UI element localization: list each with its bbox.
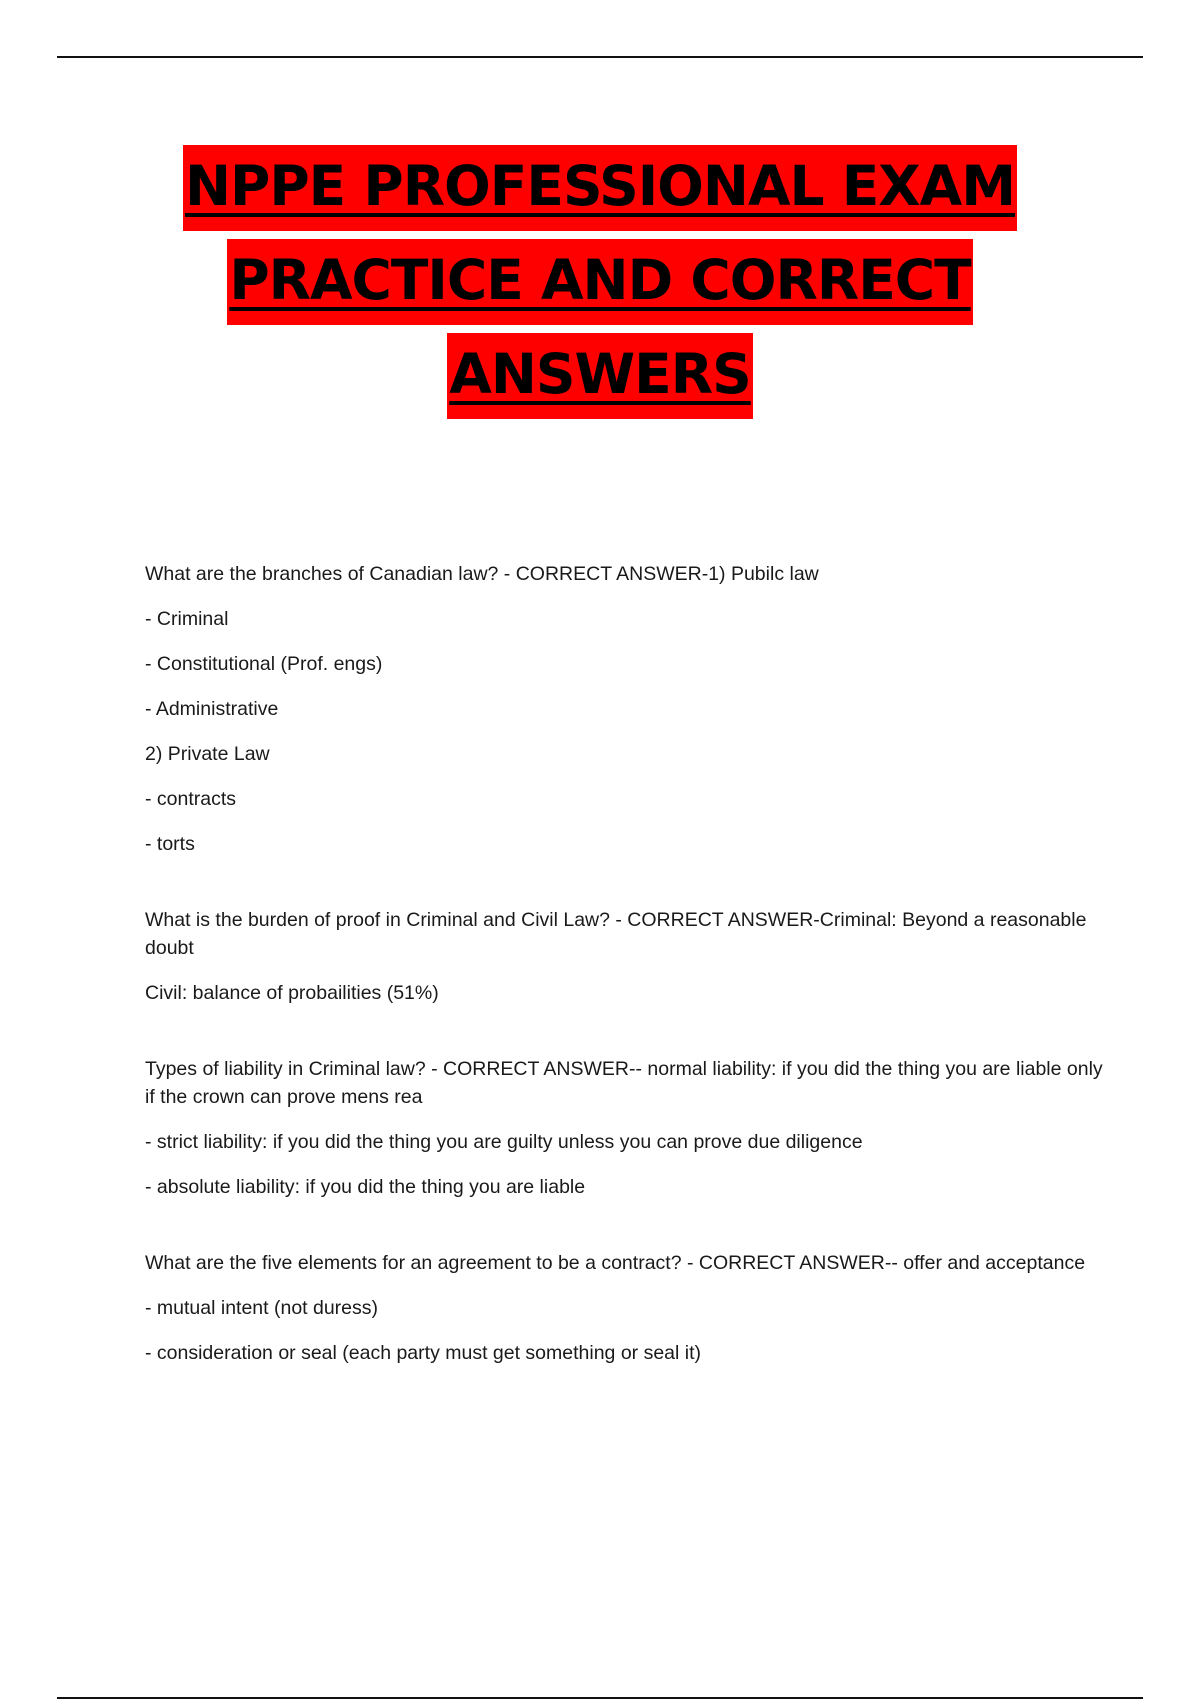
title-line [0,239,1200,322]
qa-item-burden-of-proof [145,906,1105,1007]
answer-line: - torts [145,833,195,855]
qa-content [145,560,1105,1415]
title-line [0,145,1200,228]
title-line-2: PRACTICE AND CORRECT [227,239,972,325]
answer-line: Civil: balance of probailities (51%) [145,982,439,1004]
top-rule [57,56,1143,58]
answer-line: - contracts [145,788,237,810]
answer-line: - Administrative [145,698,279,720]
qa-item-types-of-liability [145,1055,1105,1201]
answer-line: - mutual intent (not duress) [145,1297,379,1319]
title-line-1: NPPE PROFESSIONAL EXAM [183,145,1017,231]
qa-item-contract-elements [145,1249,1105,1367]
answer-line: - consideration or seal (each party must get something or seal it) [145,1342,702,1364]
answer-line: - Criminal [145,608,229,630]
document-title [0,145,1200,427]
qa-item-branches-of-law [145,560,1105,858]
question-answer: What are the branches of Canadian law? - CORRECT ANSWER-1) Pubilc law [145,563,819,585]
title-line-3: ANSWERS [447,333,752,419]
bottom-rule [57,1697,1143,1699]
question-answer: What is the burden of proof in Criminal and Civil Law? - CORRECT ANSWER-Criminal: Beyond a reasonable doubt [145,909,1087,959]
question-answer: Types of liability in Criminal law? - CORRECT ANSWER-- normal liability: if you did the thing you are liable only if the crown can prove mens rea [145,1058,1103,1108]
answer-line: 2) Private Law [145,743,270,765]
answer-line: - strict liability: if you did the thing you are guilty unless you can prove due diligence [145,1131,863,1153]
question-answer: What are the five elements for an agreement to be a contract? - CORRECT ANSWER-- offer and acceptance [145,1252,1086,1274]
answer-line: - Constitutional (Prof. engs) [145,653,383,675]
title-line [0,333,1200,416]
answer-line: - absolute liability: if you did the thing you are liable [145,1176,586,1198]
